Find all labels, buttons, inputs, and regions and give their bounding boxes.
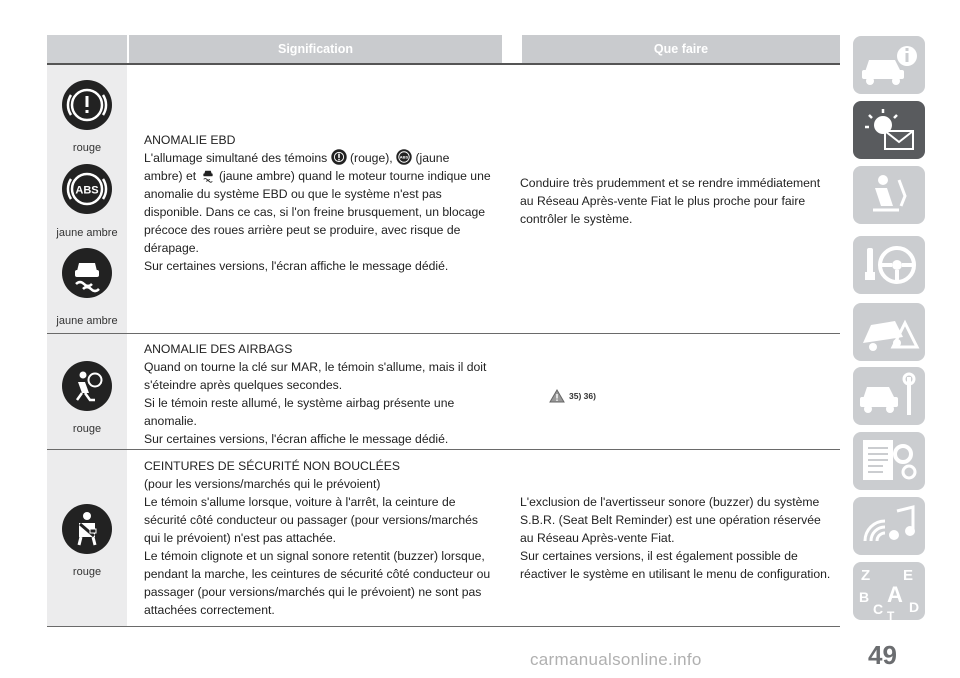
header-que-faire: Que faire [522, 35, 840, 63]
lamp-color-label: rouge [72, 566, 102, 578]
warning-triangle-icon [549, 389, 565, 403]
chapter-tab-technical-data[interactable] [853, 432, 925, 490]
action-line: Conduire très prudemment et se rendre immédiatement [520, 176, 821, 190]
document-gear-icon [853, 432, 925, 490]
action-line: réactiver le système en utilisant le menu de configuration. [520, 567, 831, 581]
svg-text:Z: Z [861, 567, 871, 584]
seatbelt-title: CEINTURES DE SÉCURITÉ NON BOUCLÉES [144, 459, 400, 473]
row-divider [47, 333, 840, 334]
note-references: 35) 36) [569, 391, 596, 401]
table-bottom-rule [47, 626, 840, 627]
airbag-line: Si le témoin reste allumé, le système airbag présente une [144, 396, 455, 410]
airbag-line: anomalie. [144, 414, 197, 428]
text-fragment: L'allumage simultané des témoins [144, 151, 328, 165]
safety-refs [549, 389, 596, 403]
ebd-line: anomalie du système EBD ou que le système n'est pas [144, 187, 442, 201]
chapter-tab-emergency[interactable] [853, 303, 925, 361]
seatbelt-description [144, 457, 514, 619]
text-fragment: ambre) et [144, 169, 197, 183]
action-line: L'exclusion de l'avertisseur sonore (buzzer) du système [520, 495, 820, 509]
seatbelt-line: Le témoin clignote et un signal sonore retentit (buzzer) lorsque, [144, 549, 485, 563]
watermark: carmanualsonline.info [530, 650, 702, 669]
car-wrench-icon [853, 367, 925, 425]
svg-text:A: A [887, 582, 903, 607]
action-line: Sur certaines versions, il est également possible de [520, 549, 798, 563]
seatbelt-line: passager (pour versions/marchés qui le prévoient) ne sont pas [144, 585, 482, 599]
ebd-line [144, 167, 514, 185]
lamp-color-label: jaune ambre [56, 315, 118, 327]
multimedia-icon [853, 497, 925, 555]
svg-text:E: E [903, 567, 914, 584]
lamp-color-label: jaune ambre [56, 227, 118, 239]
seat-airbag-icon [853, 166, 925, 224]
seatbelt-action [520, 493, 840, 583]
chapter-tab-multimedia[interactable] [853, 497, 925, 555]
ebd-action [520, 174, 840, 228]
chapter-tab-dashboard-lights[interactable] [853, 101, 925, 159]
abs-icon-text: ABS [75, 184, 99, 197]
row-divider [47, 449, 840, 450]
chapter-tab-maintenance[interactable] [853, 367, 925, 425]
chapter-tab-starting-driving[interactable] [853, 236, 925, 294]
lamp-color-label: rouge [72, 423, 102, 435]
svg-text:C: C [873, 601, 884, 617]
seatbelt-line: (pour les versions/marchés qui le prévoient) [144, 477, 381, 491]
airbag-title: ANOMALIE DES AIRBAGS [144, 342, 293, 356]
seatbelt-line: Le témoin s'allume lorsque, voiture à l'arrêt, la ceinture de [144, 495, 456, 509]
seatbelt-line: pendant la marche, les ceintures de sécurité côté conducteur ou [144, 567, 491, 581]
alphabetical-index-icon [853, 562, 925, 620]
ebd-line: dérapage. [144, 241, 199, 255]
steering-wheel-icon [853, 236, 925, 294]
text-fragment: (jaune ambre) quand le moteur tourne indique une [218, 169, 491, 183]
seatbelt-warning-icon [61, 503, 113, 555]
svg-text:B: B [859, 589, 870, 605]
ebd-description [144, 131, 514, 275]
car-info-icon [853, 36, 925, 94]
brake-warning-icon [61, 79, 113, 131]
abs-inline-icon [396, 149, 412, 165]
ebd-line: Sur certaines versions, l'écran affiche le message dédié. [144, 259, 449, 273]
header-signification: Signification [129, 35, 502, 63]
warning-light-icon [853, 101, 925, 159]
seatbelt-line: sécurité côté conducteur ou passager (pour versions/marchés [144, 513, 478, 527]
page-number: 49 [868, 640, 897, 670]
abs-warning-icon [61, 163, 113, 215]
seatbelt-line: qui le prévoient) n'est pas attachée. [144, 531, 337, 545]
header-rule [47, 63, 840, 65]
ebd-title: ANOMALIE EBD [144, 133, 236, 147]
header-icon-cell [47, 35, 127, 63]
airbag-description [144, 340, 514, 448]
action-line: contrôler le système. [520, 212, 633, 226]
chapter-tab-vehicle-info[interactable] [853, 36, 925, 94]
text-fragment: (rouge), [350, 151, 393, 165]
airbag-line: s'éteindre après quelques secondes. [144, 378, 343, 392]
ebd-line: précoce des roues arrière peut se produire, avec risque de [144, 223, 461, 237]
ebd-line: disponible. Dans ce cas, si l'on freine brusquement, un blocage [144, 205, 486, 219]
stability-control-inline-icon [200, 167, 216, 183]
svg-text:D: D [909, 599, 920, 615]
airbag-warning-icon [61, 360, 113, 412]
action-line: au Réseau Après-vente Fiat. [520, 531, 675, 545]
airbag-line: Quand on tourne la clé sur MAR, le témoin s'allume, mais il doit [144, 360, 487, 374]
brake-warning-inline-icon [331, 149, 347, 165]
svg-text:T: T [887, 609, 895, 620]
chapter-tab-index[interactable] [853, 562, 925, 620]
text-fragment: (jaune [415, 151, 450, 165]
action-line: au Réseau Après-vente Fiat le plus proche pour faire [520, 194, 806, 208]
stability-control-icon [61, 247, 113, 299]
ebd-line [144, 149, 514, 167]
chapter-tab-safety[interactable] [853, 166, 925, 224]
seatbelt-line: attachées correctement. [144, 603, 275, 617]
airbag-line: Sur certaines versions, l'écran affiche le message dédié. [144, 432, 449, 446]
action-line: S.B.R. (Seat Belt Reminder) est une opération réservée [520, 513, 821, 527]
abs-inline-text: ABS [399, 154, 409, 160]
lamp-color-label: rouge [72, 142, 102, 154]
breakdown-icon [853, 303, 925, 361]
